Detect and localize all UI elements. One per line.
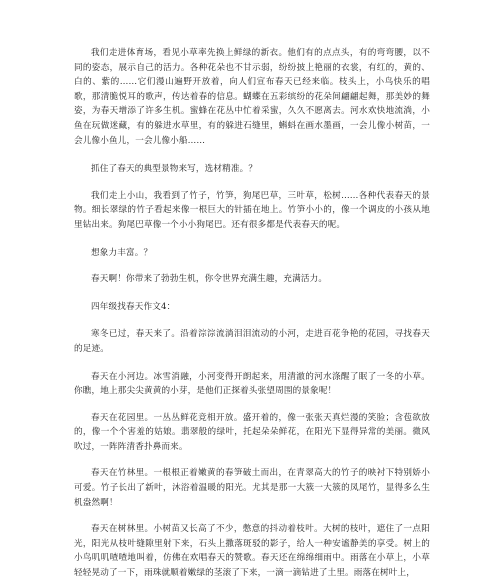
paragraph-river: 春天在小河边。冰雪消融，小河变得开朗起来，用清澈的河水涤醒了眠了一冬的小草。你瞧，地上那尖尖黄黄的小芽，是他们正探着头张望周围的景象呢！: [74, 371, 430, 397]
paragraph-garden: 春天在花园里。一丛丛鲜花竞相开放。盛开着的，像一张张天真烂漫的笑脸；含苞欲放的，像一个个害羞的姑娘。翡翠般的绿叶，托起朵朵鲜花，在阳光下显得异常的美丽。微风吹过，一阵阵清香扑鼻而来。: [74, 412, 430, 452]
essay-heading: 四年级找春天作文4：: [91, 301, 176, 312]
paragraph-winter-passed: 寒冬已过，春天来了。沿着淙淙流淌泪泪流动的小河，走进百花争艳的花园，寻找春天的足迹。: [74, 329, 430, 354]
document-page: [74, 46, 430, 581]
paragraph-hill: 我们走上小山，我看到了竹子，竹笋，狗尾巴草，三叶草，松树……各种代表春天的景物。细长翠绿的竹子看起来像一根巨大的针插在地上。竹笋小小的，像一个调皮的小孩从地里钻出来。狗尾巴草像一个小小狗尾巴。还有很多都是代表春天的呢。: [74, 190, 430, 230]
comment-typical-scenery: 抓住了春天的典型景物来写，选材精准。？: [91, 164, 258, 175]
paragraph-playground: 我们走进体育场，看见小草率先换上鲜绿的新衣。他们有的点点头，有的弯弯腰，以不同的姿态，展示自己的活力。各种花朵也不甘示弱，纷纷披上艳丽的衣裳，有红的，黄的、白的、紫的……它们漫山遍野开放着，向人们宣布春天已经来临。枝头上，小鸟快乐的唱歌，那清脆悦耳的歌声，传达着春的信息。蝴蝶在五彩缤纷的花朵间翩翩起舞，那美妙的舞姿，为春天增添了许多生机。蜜蜂在花丛中忙着采蜜，久久不愿离去。河水欢快地流淌，小鱼在玩做迷藏，有的躲进水草里，有的躲进石缝里，蝌蚪在画水墨画，一会儿像小树苗，一会儿像小鱼儿，一会儿像小船……: [74, 48, 430, 146]
paragraph-spring-vitality: 春天啊！你带来了勃勃生机，你令世界充满生趣，充满活力。: [91, 274, 328, 285]
paragraph-bamboo: 春天在竹林里。一根根正着嫩黄的春笋破土而出，在青翠高大的竹子的映衬下特别娇小可爱。竹子长出了新叶，沐浴着温暖的阳光。尤其是那一大簇一大簇的凤尾竹，显得多么生机盎然啊！: [74, 468, 430, 508]
comment-imagination: 想象力丰富。？: [91, 247, 153, 258]
paragraph-woods: 春天在树林里。小树苗又长高了不少，憋意的抖动着枝叶。大树的枝叶，遮住了一点阳光，阳光从枝叶缝隙里射下来，石头上撒落斑驳的影子，给人一种安谧静美的享受。树上的小鸟叽叽喳喳地叫着，仿佛在欢唱春天的赞歌。春天还在绵绵细雨中。雨落在小草上，小草轻轻晃动了一下，雨珠就顺着嫩绿的茎滚了下来，一滴一滴钻进了土里。雨落在树叶上，: [74, 524, 430, 579]
